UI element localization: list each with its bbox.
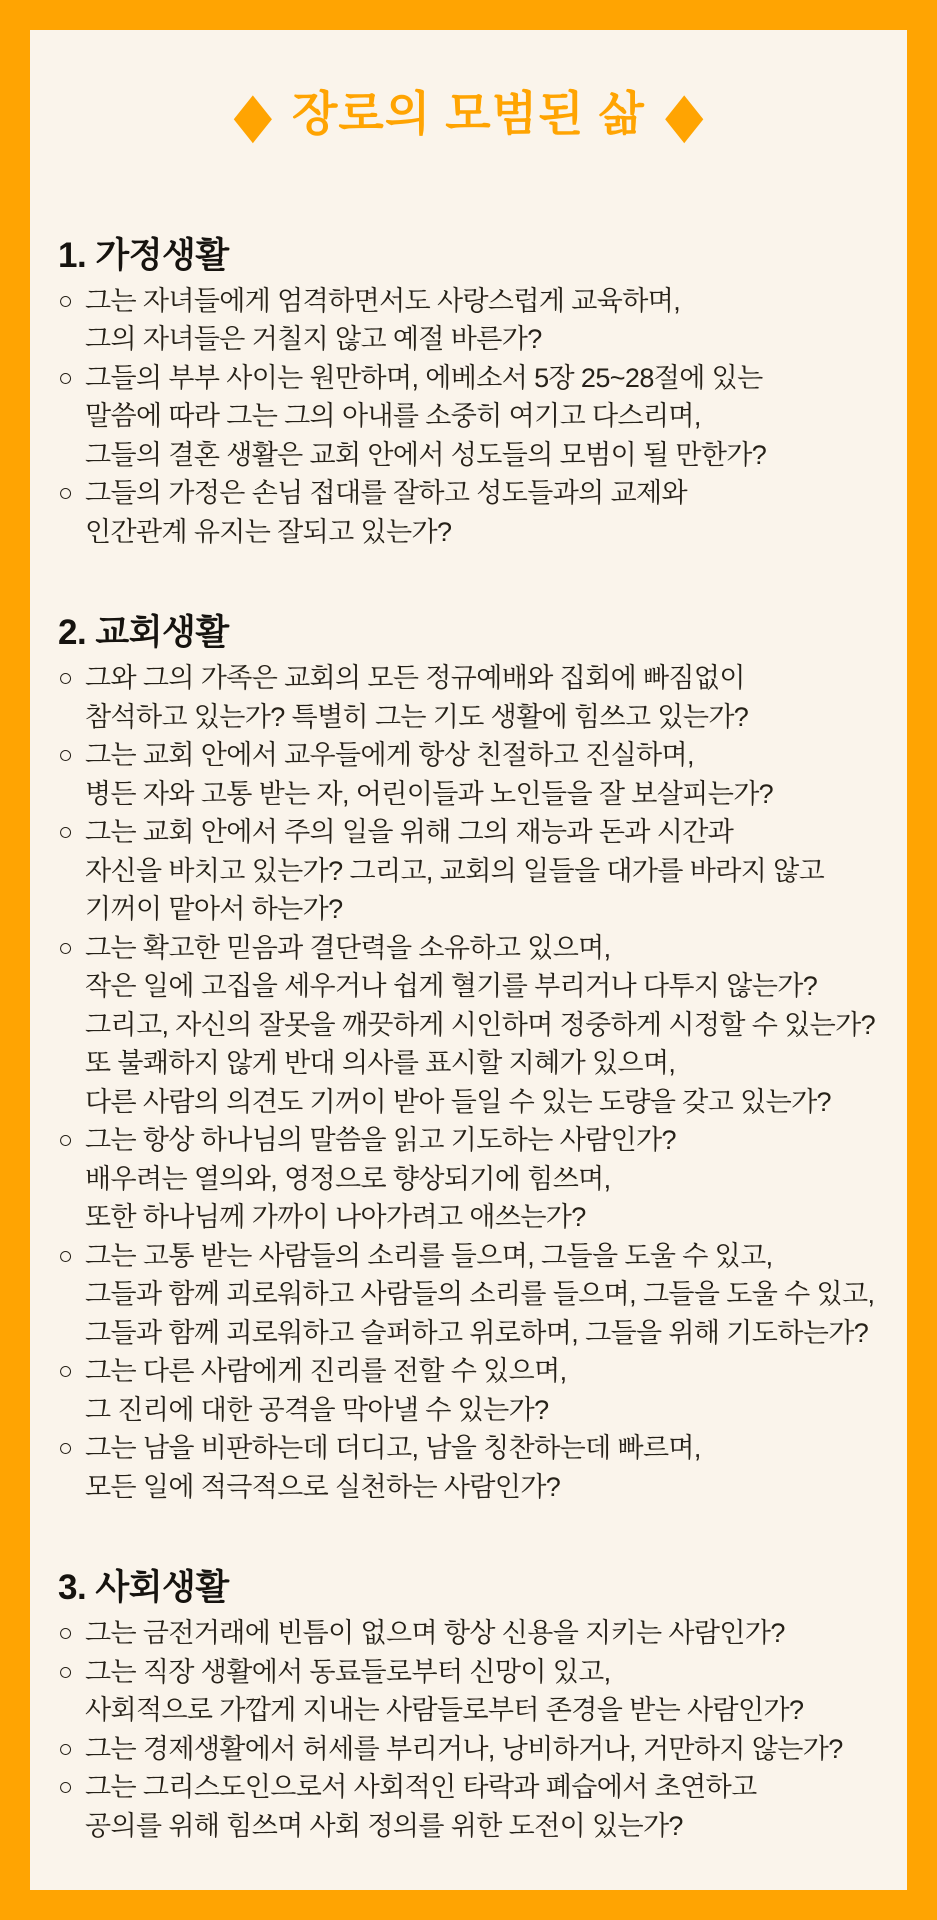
diamond-icon: ◆ xyxy=(664,78,704,149)
item-line: 또한 하나님께 가까이 나아가려고 애쓰는가? xyxy=(85,1202,586,1233)
checklist-item xyxy=(58,813,881,929)
item-text xyxy=(85,1237,874,1353)
checklist-item xyxy=(58,474,881,551)
item-line: 모든 일에 적극적으로 실천하는 사람인가? xyxy=(85,1471,561,1502)
checklist-item xyxy=(58,282,881,359)
item-line: 그와 그의 가족은 교회의 모든 정규예배와 집회에 빠짐없이 xyxy=(85,663,745,694)
item-text xyxy=(85,1352,567,1429)
item-text xyxy=(85,1653,803,1730)
item-line: 그는 항상 하나님의 말씀을 읽고 기도하는 사람인가? xyxy=(85,1125,676,1156)
item-line: 그는 직장 생활에서 동료들로부터 신망이 있고, xyxy=(85,1656,611,1687)
section-2 xyxy=(58,611,881,1506)
circle-bullet-icon: ○ xyxy=(58,1773,73,1802)
section-heading: 2. 교회생활 xyxy=(58,613,229,653)
circle-bullet-icon: ○ xyxy=(58,741,73,770)
checklist-item xyxy=(58,1614,881,1653)
item-line: 공의를 위해 힘쓰며 사회 정의를 위한 도전이 있는가? xyxy=(85,1810,683,1841)
item-text xyxy=(85,1768,757,1845)
item-line: 그들의 결혼 생활은 교회 안에서 성도들의 모범이 될 만한가? xyxy=(85,439,767,470)
item-line: 다른 사람의 의견도 기꺼이 받아 들일 수 있는 도량을 갖고 있는가? xyxy=(85,1086,831,1117)
item-line: 그리고, 자신의 잘못을 깨끗하게 시인하며 정중하게 시정할 수 있는가? xyxy=(85,1009,876,1040)
circle-bullet-icon: ○ xyxy=(58,1434,73,1463)
item-text xyxy=(85,736,773,813)
item-line: 그는 그리스도인으로서 사회적인 타락과 폐습에서 초연하고 xyxy=(85,1772,757,1803)
item-text xyxy=(85,282,680,359)
item-line: 그는 경제생활에서 허세를 부리거나, 낭비하거나, 거만하지 않는가? xyxy=(85,1733,843,1764)
item-text xyxy=(85,929,875,1122)
item-line: 그는 남을 비판하는데 더디고, 남을 칭찬하는데 빠르며, xyxy=(85,1433,701,1464)
item-line: 그는 확고한 믿음과 결단력을 소유하고 있으며, xyxy=(85,932,611,963)
item-line: 그 진리에 대한 공격을 막아낼 수 있는가? xyxy=(85,1394,549,1425)
checklist-item xyxy=(58,1429,881,1506)
checklist-item xyxy=(58,359,881,475)
item-line: 그들의 가정은 손님 접대를 잘하고 성도들과의 교제와 xyxy=(85,478,688,509)
item-line: 인간관계 유지는 잘되고 있는가? xyxy=(85,516,452,547)
circle-bullet-icon: ○ xyxy=(58,1357,73,1386)
page-title xyxy=(30,78,907,149)
circle-bullet-icon: ○ xyxy=(58,1734,73,1763)
circle-bullet-icon: ○ xyxy=(58,363,73,392)
item-line: 사회적으로 가깝게 지내는 사람들로부터 존경을 받는 사람인가? xyxy=(85,1695,804,1726)
item-text xyxy=(85,1429,701,1506)
item-line: 배우려는 열의와, 영정으로 향상되기에 힘쓰며, xyxy=(85,1163,611,1194)
circle-bullet-icon: ○ xyxy=(58,933,73,962)
item-line: 기꺼이 맡아서 하는가? xyxy=(85,894,343,925)
section-heading: 1. 가정생활 xyxy=(58,235,229,275)
item-line: 병든 자와 고통 받는 자, 어린이들과 노인들을 잘 보살피는가? xyxy=(85,778,774,809)
item-line: 그는 자녀들에게 엄격하면서도 사랑스럽게 교육하며, xyxy=(85,285,681,316)
item-text xyxy=(85,1614,785,1653)
checklist-item xyxy=(58,1768,881,1845)
item-line: 그의 자녀들은 거칠지 않고 예절 바른가? xyxy=(85,324,542,355)
poster-frame xyxy=(30,30,907,1890)
checklist-item xyxy=(58,659,881,736)
section-1 xyxy=(58,234,881,552)
checklist-item xyxy=(58,929,881,1122)
item-text xyxy=(85,813,824,929)
item-text xyxy=(85,474,687,551)
checklist-item xyxy=(58,1352,881,1429)
item-line: 그는 고통 받는 사람들의 소리를 들으며, 그들을 도울 수 있고, xyxy=(85,1240,773,1271)
checklist-item xyxy=(58,1237,881,1353)
item-line: 그들의 부부 사이는 원만하며, 에베소서 5장 25~28절에 있는 xyxy=(85,362,763,393)
page-title-text: 장로의 모범된 삶 xyxy=(292,87,645,140)
diamond-icon: ◆ xyxy=(233,78,273,149)
circle-bullet-icon: ○ xyxy=(58,818,73,847)
circle-bullet-icon: ○ xyxy=(58,1241,73,1270)
sections-container xyxy=(30,234,907,1846)
item-line: 그는 금전거래에 빈틈이 없으며 항상 신용을 지키는 사람인가? xyxy=(85,1618,785,1649)
item-text xyxy=(85,1121,676,1237)
item-line: 그는 교회 안에서 교우들에게 항상 친절하고 진실하며, xyxy=(85,740,694,771)
circle-bullet-icon: ○ xyxy=(58,286,73,315)
checklist-item xyxy=(58,1653,881,1730)
section-heading: 3. 사회생활 xyxy=(58,1568,229,1608)
item-line: 그들과 함께 괴로워하고 슬퍼하고 위로하며, 그들을 위해 기도하는가? xyxy=(85,1317,869,1348)
circle-bullet-icon: ○ xyxy=(58,1657,73,1686)
item-text xyxy=(85,1730,843,1769)
checklist-item xyxy=(58,736,881,813)
circle-bullet-icon: ○ xyxy=(58,479,73,508)
item-line: 그는 다른 사람에게 진리를 전할 수 있으며, xyxy=(85,1356,567,1387)
checklist-item xyxy=(58,1121,881,1237)
item-line: 그들과 함께 괴로워하고 사람들의 소리를 들으며, 그들을 도울 수 있고, xyxy=(85,1279,875,1310)
item-line: 말씀에 따라 그는 그의 아내를 소중히 여기고 다스리며, xyxy=(85,401,701,432)
item-line: 작은 일에 고집을 세우거나 쉽게 혈기를 부리거나 다투지 않는가? xyxy=(85,971,818,1002)
item-line: 그는 교회 안에서 주의 일을 위해 그의 재능과 돈과 시간과 xyxy=(85,817,734,848)
item-line: 또 불쾌하지 않게 반대 의사를 표시할 지혜가 있으며, xyxy=(85,1048,676,1079)
item-line: 참석하고 있는가? 특별히 그는 기도 생활에 힘쓰고 있는가? xyxy=(85,701,749,732)
circle-bullet-icon: ○ xyxy=(58,1619,73,1648)
circle-bullet-icon: ○ xyxy=(58,664,73,693)
section-3 xyxy=(58,1566,881,1845)
item-line: 자신을 바치고 있는가? 그리고, 교회의 일들을 대가를 바라지 않고 xyxy=(85,855,825,886)
circle-bullet-icon: ○ xyxy=(58,1126,73,1155)
item-text xyxy=(85,659,748,736)
checklist-item xyxy=(58,1730,881,1769)
item-text xyxy=(85,359,766,475)
